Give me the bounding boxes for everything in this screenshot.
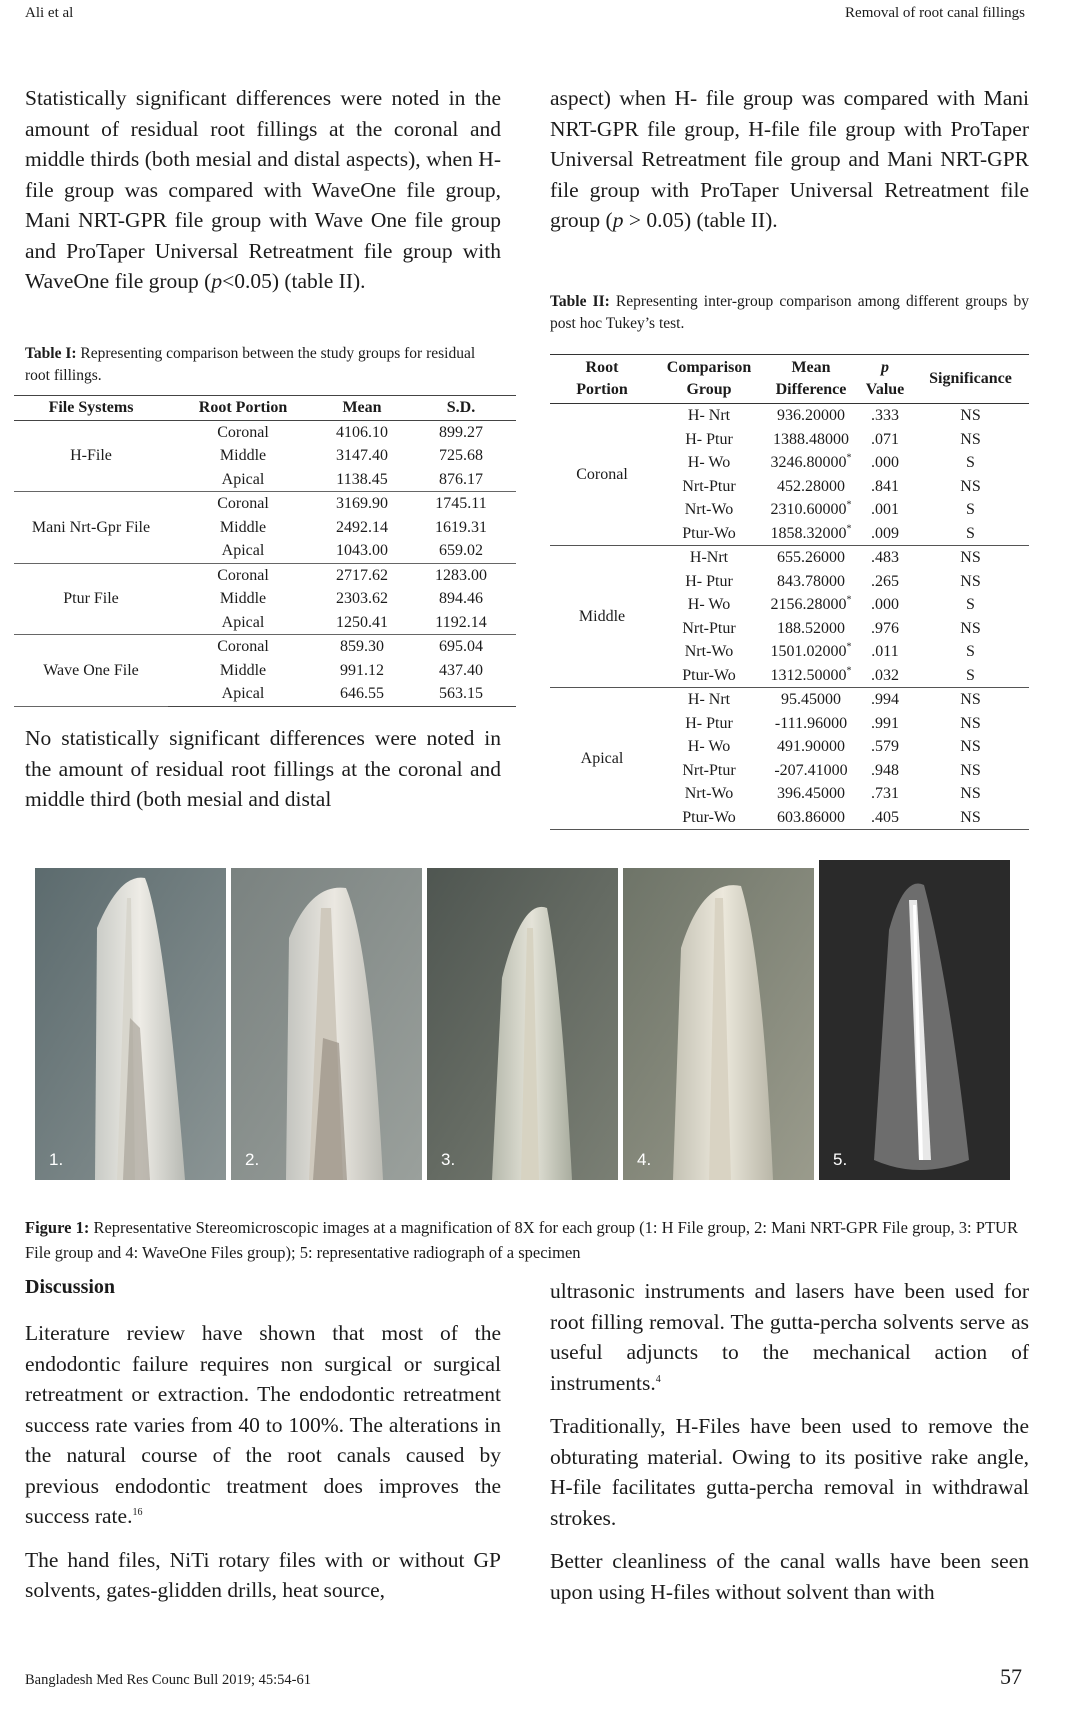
table2-p-value-cell: .000 xyxy=(871,596,899,613)
figure-panel-label: 3. xyxy=(441,1150,456,1169)
table2-header-mean-difference: Mean Difference xyxy=(764,355,858,404)
table2-p-value-cell: .994 xyxy=(871,691,899,708)
discussion-paragraph-4: Traditionally, H-Files have been used to remove the obturating material. Owing to its positive rake angle, H-file facilitates gutta-percha removal in withdrawal strokes. xyxy=(550,1414,1029,1530)
table2-significance-cell: NS xyxy=(960,761,981,779)
table2-significance-cell: NS xyxy=(960,572,981,590)
table2-mean-diff-cell: 1501.02000* xyxy=(770,641,852,660)
table2-comparison-cell: H- Nrt xyxy=(687,691,731,708)
running-header-authors: Ali et al xyxy=(25,5,74,21)
table2-header-p-value: p Value xyxy=(858,355,912,404)
discussion-paragraph-5: Better cleanliness of the canal walls have been seen upon using H-files without solvent than with xyxy=(550,1549,1029,1604)
table2-header-root-portion: Root Portion xyxy=(550,355,654,404)
table2-mean-diff-cell: 655.26000 xyxy=(777,549,845,566)
table2-significance-cell: NS xyxy=(960,738,981,755)
table1-header-row xyxy=(14,396,516,421)
table2-p-value-cell: .265 xyxy=(871,572,899,590)
table2-mean-diff-cell: 188.52000 xyxy=(777,619,845,637)
discussion-right-column xyxy=(550,1276,1029,1607)
table2-p-value-cell: .948 xyxy=(871,761,899,779)
table2-mean-diff-cell: 603.86000 xyxy=(764,806,858,830)
table2-p-value-cell: .976 xyxy=(871,619,899,637)
table2-header-comparison: Comparison Group xyxy=(654,355,764,404)
discussion-paragraph-2: The hand files, NiTi rotary files with or without GP solvents, gates-glidden drills, heat source, xyxy=(25,1547,501,1602)
table2-comparison-cell: H- Nrt xyxy=(687,407,731,424)
table2-significance-cell: NS xyxy=(960,430,981,448)
figure-panel-5 xyxy=(819,860,1010,1180)
table2-p-value-cell: .001 xyxy=(871,501,899,518)
figure-panel-label: 2. xyxy=(245,1150,260,1169)
table-row: Ptur File Coronal 2717.62 1283.00 xyxy=(14,563,516,587)
table2-significance-cell: S xyxy=(966,596,975,613)
figure-panel-4 xyxy=(623,868,814,1180)
table-row xyxy=(550,688,1029,712)
table-row: H-File Coronal 4106.10 899.27 xyxy=(14,420,516,444)
table2-comparison-cell: Ptur-Wo xyxy=(654,522,764,546)
table2-p-value-cell: .000 xyxy=(871,454,899,471)
discussion-paragraph-3: ultrasonic instruments and lasers have been used for root filling removal. The gutta-percha solvents serve as useful adjuncts to the mechanical action of instruments.$^4$ xyxy=(550,1279,1029,1395)
tooth-specimen-image xyxy=(427,868,618,1180)
table2-comparison-cell: Ptur-Wo xyxy=(654,806,764,830)
table2-comparison-cell: H- Wo xyxy=(687,738,731,755)
table-row: Apical 1138.45 876.17 xyxy=(221,470,483,488)
table2-p-value-cell: .405 xyxy=(858,806,912,830)
table2-p-value-cell: .483 xyxy=(871,549,899,566)
table1-header-root-portion: Root Portion xyxy=(168,396,318,421)
table2-mean-diff-cell: 843.78000 xyxy=(777,572,845,590)
results-paragraph-nonsignificant: No statistically significant differences were noted in the amount of residual root fillings at the coronal and middle third (both mesial and distal xyxy=(25,726,501,811)
table2-significance-cell: NS xyxy=(960,477,981,495)
figure-panel-1 xyxy=(35,868,226,1180)
tooth-specimen-image xyxy=(231,868,422,1180)
table2-significance-cell: NS xyxy=(960,785,981,802)
table2-comparison-cell: H- Wo xyxy=(687,596,731,613)
table2-p-value-cell: .841 xyxy=(871,477,899,495)
table2-significance-cell: S xyxy=(912,522,1029,546)
footer-citation: Bangladesh Med Res Counc Bull 2019; 45:54-61 xyxy=(25,1672,311,1688)
table2-mean-diff-cell: 936.20000 xyxy=(777,407,845,424)
table-row: Wave One File Coronal 859.30 695.04 xyxy=(14,635,516,659)
table-row: Apical 1250.41 1192.14 xyxy=(221,613,487,631)
table2-mean-diff-cell: 1388.48000 xyxy=(773,430,849,448)
table2-significance-cell: S xyxy=(966,501,975,518)
results-paragraph-significant: Statistically significant differences were noted in the amount of residual root fillings at the coronal and middle thirds (both mesial and distal aspects), when H-file group was compared with WaveOne file group, Mani NRT-GPR file group with Wave One file group and ProTaper Universal Retreatment file group with WaveOne file group (p<0.05) (table II). xyxy=(25,86,501,293)
table1 xyxy=(14,395,516,707)
table2-p-value-cell: .009 xyxy=(858,522,912,546)
table2-comparison-cell: Nrt-Wo xyxy=(684,501,734,518)
table1-caption: Table I: Representing comparison between the study groups for residual root fillings. xyxy=(25,345,476,384)
table2-comparison-cell: H- Ptur xyxy=(685,714,733,732)
table-row: Middle 2303.62 894.46 xyxy=(219,590,483,607)
table1-header-file-systems: File Systems xyxy=(14,396,168,421)
table2-significance-cell: S xyxy=(966,454,975,471)
figure-panel-2 xyxy=(231,868,422,1180)
table2-significance-cell: S xyxy=(966,643,975,660)
table-row xyxy=(550,546,1029,570)
table1-group-name: Wave One File xyxy=(14,635,168,707)
table1-header-sd: S.D. xyxy=(406,396,516,421)
table2-mean-diff-cell: 95.45000 xyxy=(781,691,841,708)
figure-panel-3 xyxy=(427,868,618,1180)
table2-significance-cell: NS xyxy=(960,714,981,732)
figure1-caption: Figure 1: Representative Stereomicroscopic images at a magnification of 8X for each group (1: H File group, 2: Mani NRT-GPR File group, 3: PTUR File group and 4: WaveOne Files group); 5: representative radiograph of a specimen xyxy=(25,1218,1018,1262)
table-row: Middle 3147.40 725.68 xyxy=(219,447,483,464)
table2-significance-cell: NS xyxy=(912,806,1029,830)
table-row: Middle 991.12 437.40 xyxy=(219,661,483,679)
table2-comparison-cell: Nrt-Ptur xyxy=(682,477,736,495)
discussion-paragraph-1: Literature review have shown that most of the endodontic failure requires non surgical or surgical retreatment or extraction. The endodontic retreatment success rate varies from 40 to 100%. The alterations in the natural course of the root canals caused by previous endodontic treatment does improves the success rate.$^{16}$ xyxy=(25,1321,501,1528)
table2-p-value-cell: .579 xyxy=(871,738,899,755)
table2-root-portion: Coronal xyxy=(550,404,654,546)
table2-significance-cell: NS xyxy=(960,407,981,424)
table2 xyxy=(550,354,1029,830)
table2-header-significance: Significance xyxy=(912,355,1029,404)
table2-significance-cell: NS xyxy=(960,549,981,566)
table2-p-value-cell: .011 xyxy=(871,643,899,660)
table2-mean-diff-cell: 396.45000 xyxy=(777,785,845,802)
table2-comparison-cell: H- Wo xyxy=(687,454,731,471)
table2-root-portion: Apical xyxy=(550,688,654,830)
discussion-heading: Discussion xyxy=(25,1276,116,1298)
tooth-specimen-image xyxy=(35,868,226,1180)
table2-comparison-cell: H- Ptur xyxy=(685,572,733,590)
table2-comparison-cell: Nrt-Ptur xyxy=(682,619,736,637)
table2-p-value-cell: .731 xyxy=(871,785,899,802)
figure-panel-label: 5. xyxy=(833,1150,848,1169)
table2-significance-cell: NS xyxy=(960,691,981,708)
table2-significance-cell: NS xyxy=(960,619,981,637)
table-row: Middle 2492.14 1619.31 xyxy=(219,518,487,536)
table-row: Mani Nrt-Gpr File Coronal 3169.90 1745.11 xyxy=(14,492,516,516)
table2-mean-diff-cell: 1858.32000* xyxy=(764,522,858,546)
table2-mean-diff-cell: -111.96000 xyxy=(774,714,848,732)
table2-mean-diff-cell: 1312.50000* xyxy=(764,664,858,688)
table2-mean-diff-cell: 491.90000 xyxy=(777,738,845,755)
table1-group-name: H-File xyxy=(14,420,168,492)
table2-root-portion: Middle xyxy=(550,546,654,688)
table2-comparison-cell: Nrt-Wo xyxy=(684,785,734,802)
table2-body xyxy=(550,404,1029,830)
tooth-specimen-image xyxy=(623,868,814,1180)
table2-p-value-cell: .333 xyxy=(871,407,899,424)
table2-mean-diff-cell: 2156.28000* xyxy=(770,594,852,613)
table2-comparison-cell: H- Ptur xyxy=(685,430,733,448)
table2-significance-cell: S xyxy=(912,664,1029,688)
table1-group-name: Mani Nrt-Gpr File xyxy=(14,492,168,564)
table2-mean-diff-cell: 3246.80000* xyxy=(770,452,852,471)
table2-p-value-cell: .071 xyxy=(871,430,899,448)
table2-comparison-cell: Ptur-Wo xyxy=(654,664,764,688)
table2-caption: Table II: Representing inter-group comparison among different groups by post hoc Tukey’s test. xyxy=(550,293,1029,332)
table-row: Apical 646.55 563.15 xyxy=(14,682,516,706)
table2-comparison-cell: Nrt-Ptur xyxy=(682,761,736,779)
figure-panel-label: 4. xyxy=(637,1150,652,1169)
table2-mean-diff-cell: 2310.60000* xyxy=(770,499,852,518)
table-row xyxy=(550,404,1029,428)
table2-mean-diff-cell: 452.28000 xyxy=(777,477,845,495)
page-number: 57 xyxy=(1000,1664,1022,1689)
table-row: Apical 1043.00 659.02 xyxy=(221,542,483,559)
table2-p-value-cell: .991 xyxy=(871,714,899,732)
table1-group-name: Ptur File xyxy=(14,563,168,635)
figure-panel-label: 1. xyxy=(49,1150,64,1169)
table1-header-mean: Mean xyxy=(318,396,406,421)
table2-p-value-cell: .032 xyxy=(858,664,912,688)
table2-comparison-cell: Nrt-Wo xyxy=(684,643,734,660)
discussion-left-column xyxy=(25,1318,501,1606)
radiograph-image xyxy=(819,860,1010,1180)
table2-header-row xyxy=(550,355,1029,404)
results-paragraph-continued: aspect) when H- file group was compared with Mani NRT-GPR file group, H-file file group with ProTaper Universal Retreatment file group and Mani NRT-GPR file group with ProTaper Universal Retreatment file group (p > 0.05) (table II). xyxy=(550,86,1029,232)
running-header-title: Removal of root canal fillings xyxy=(845,5,1025,21)
table2-mean-diff-cell: -207.41000 xyxy=(774,761,848,779)
table2-comparison-cell: H-Nrt xyxy=(689,549,729,566)
